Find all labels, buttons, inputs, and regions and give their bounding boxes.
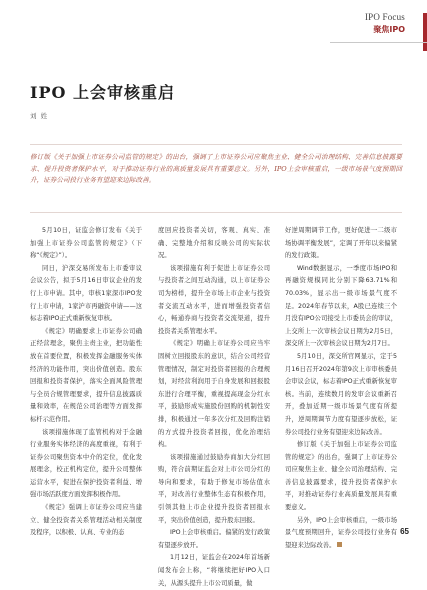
article-author: 刘 姓 — [30, 112, 49, 120]
section-header — [365, 12, 405, 35]
article-title: IPO 上会审核重启 — [30, 83, 176, 102]
paragraph: 同日，沪深交易所发布上市委审议会议公告，拟于5月16日审议企业的发行上市申请。其中，审核1家深市IPO发行上市申请，1家沪市再融资申请——这标志着IPO正式重新恢复审核。 — [30, 264, 142, 323]
paragraph-text: 另外，IPO上会审核重启，一级市场景气度预期回升，证券公司投行业务有望迎来边际改善。 — [285, 516, 397, 549]
paragraph: 度回应投资者关切，客观、真实、准确、完整地介绍和反映公司的实际状况。 — [158, 227, 270, 260]
paragraph: 1月12日，证监会在2024年首场新闻发布会上称，“将继续把好IPO入口关，从源头提升上市公司质量，做 — [158, 554, 270, 587]
paragraph: 5月10日，证监会修订发布《关于加强上市证券公司监管的规定》（下称“《规定》”）。 — [30, 227, 142, 260]
paragraph: Wind数据显示，一季度市场IPO和再融资规模同比分别下降63.71%和70.03%，显示出一级市场景气度不足。2024年春节以来，A股已连续三个月没有IPO公司接受上市委员会的审议，上交所上一次审核会议日期为2月5日，深交所上一次审核会议日期为2月7日。 — [285, 264, 397, 348]
paragraph: 该项措施有利于促进上市证券公司与投资者之间互动沟通，以上市证券公司为榜样，提升全市场上市企业与投资者交流互动水平，进而增强投资者信心，畅通券商与投资者交流渠道，提升投资者关系管理水平。 — [158, 264, 270, 335]
end-mark-icon — [337, 542, 342, 547]
paragraph: 修订版《关于加强上市证券公司监管的规定》的出台，强调了上市证券公司应聚焦主业、健全公司治理结构、完善信息披露要求，提升投资者保护水平，对推动证券行业高质量发展具有重要意义。 — [285, 441, 397, 512]
section-title-zh: 聚焦IPO — [373, 25, 405, 34]
header-divider — [330, 42, 427, 43]
text-column-1 — [30, 225, 142, 540]
paragraph: 5月10日，深交所官网显示，定于5月16日召开2024年第9次上市审核委员会审议会议，标志着IPO正式重新恢复审核。当前，连续数月的发审会议重新召开，叠加近期一级市场景气度有所提升，逆周期调节力度有望逐步放松，证券公司投行业务有望迎来边际改善。 — [285, 352, 397, 436]
section-title-en: IPO Focus — [364, 12, 405, 22]
text-column-3 — [285, 225, 397, 552]
abstract-top-divider — [30, 144, 402, 145]
text-column-2 — [158, 225, 270, 590]
abstract-bottom-divider — [30, 212, 402, 213]
paragraph: 该项措施体现了监管机构对于金融行业服务实体经济的高度重视，有利于证券公司聚焦资本中介的定位，优化发展理念，校正机构定位，提升公司整体运营水平，促进在保护投资者利益、增强市场活跃度方面发挥积极作用。 — [30, 428, 142, 499]
paragraph: 《规定》明确要求上市证券公司确正经营理念，聚焦主责主业，把功能性放在首要位置，积极发挥金融服务实体经济的功能作用，突出价值创造。股东回报和投资者保护，落实全面风险管理与全员合规管理要求，提升信息披露质量和效率，在规范公司治理等方面发挥标杆示范作用。 — [30, 327, 142, 423]
paragraph: 《规定》强调上市证券公司应当建立、健全投资者关系管理活动相关制度及程序，以积极、认真、专业的态 — [30, 504, 142, 537]
article-abstract: 修订版《关于加强上市证券公司监管的规定》的出台，强调了上市证券公司应聚焦主业、健全公司治理结构、完善信息披露要求、提升投资者保护水平，对于推动证券行业的高质量发展具有重要意义。另外，IPO上会审核重启，一级市场景气度预期回升，证券公司投行业务有望迎来边际改善。 — [30, 153, 402, 185]
paragraph — [285, 515, 397, 553]
header-accent-bar — [423, 13, 427, 51]
paragraph: 《规定》明确上市证券公司应当牢固树立回报股东的意识，结合公司经营管理情况，制定对投资者回报的合理规划，对经营利润用于自身发展和回报股东进行合理平衡，重视提高现金分红水平，鼓励形成实施股份回购的机制性安排，积极通过一年多次分红及回购注销的方式提升投资者回报，优化治理结构。 — [158, 340, 270, 449]
page-number: 65 — [400, 527, 409, 536]
paragraph: 该项措施通过鼓励券商加大分红回购，符合前期证监会对上市公司分红的导向和要求，有助于修复市场估值水平，对改善行业整体生态有积极作用，引领其他上市企业提升投资者回报水平，突出价值创造，提升股东回报。 — [158, 453, 270, 524]
paragraph: IPO上会审核重启。偏紧的发行政策有望逐步放开。 — [158, 529, 270, 549]
paragraph: 好逆周期调节工作，更好促进一二级市场协调平衡发展”，定调了开年以来偏紧的发行政策。 — [285, 227, 397, 260]
